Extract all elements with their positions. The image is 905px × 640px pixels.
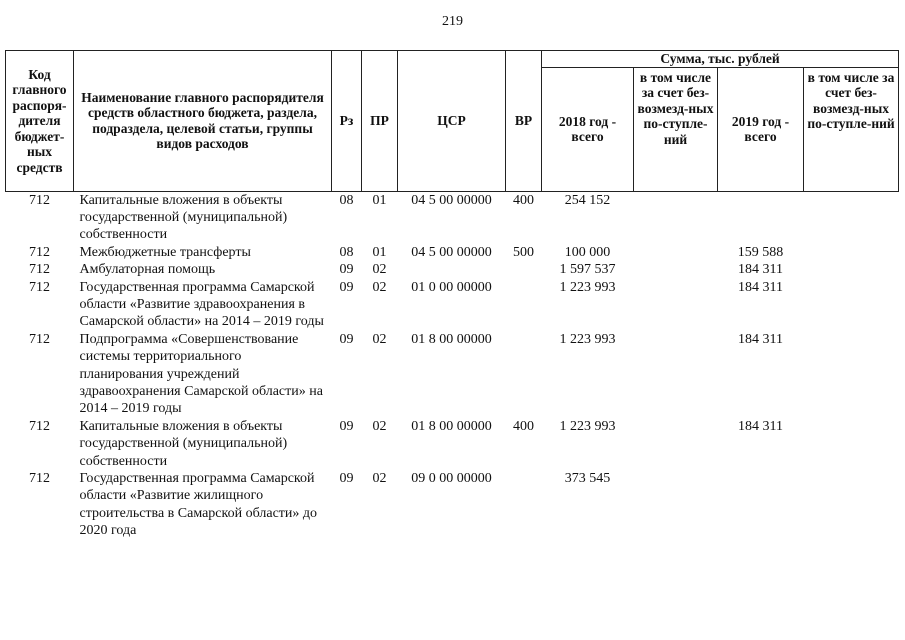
row-2018-free (634, 331, 718, 418)
table-body (6, 191, 899, 540)
header-2019: 2019 год - всего (718, 67, 804, 191)
row-2018-total: 1 223 993 (559, 331, 616, 347)
row-vr (506, 279, 542, 331)
row-code: 712 (29, 244, 50, 260)
row-pr: 02 (372, 262, 387, 278)
row-name: Государственная программа Самарской области «Развитие здравоохранения в Самарской области» на 2014 – 2019 годы (79, 279, 324, 330)
row-rz: 08 (339, 244, 354, 260)
row-2019-free (804, 261, 899, 278)
header-vr: ВР (506, 51, 542, 192)
row-2018-free (634, 470, 718, 540)
row-code: 712 (29, 418, 50, 434)
row-pr: 01 (372, 192, 387, 208)
row-2019-total (718, 470, 804, 540)
row-name: Капитальные вложения в объекты государственной (муниципальной) собственности (79, 418, 288, 469)
table-row (6, 418, 899, 470)
row-2018-free (634, 244, 718, 261)
table-row (6, 261, 899, 278)
row-2019-free (804, 331, 899, 418)
row-name: Капитальные вложения в объекты государственной (муниципальной) собственности (79, 192, 288, 243)
row-name: Подпрограмма «Совершенствование системы территориального планирования учреждений здравоохранения Самарской области» на 2014 – 2019 годы (79, 331, 323, 417)
row-name: Государственная программа Самарской области «Развитие жилищного строительства в Самарской области» до 2020 года (79, 471, 318, 539)
row-rz: 09 (339, 471, 354, 486)
row-code: 712 (29, 471, 50, 486)
header-name: Наименование главного распорядителя средств областного бюджета, раздела, подраздела, целевой статьи, группы видов расходов (74, 51, 332, 192)
header-sum-group: Сумма, тыс. рублей (542, 51, 899, 68)
row-vr (506, 261, 542, 278)
table-row (6, 244, 899, 261)
row-2018-free (634, 279, 718, 331)
header-pr: ПР (362, 51, 398, 192)
row-2019-total: 184 311 (738, 262, 783, 278)
row-csr: 04 5 00 00000 (411, 192, 492, 208)
row-2019-total: 184 311 (738, 331, 783, 347)
row-2018-free (634, 418, 718, 470)
row-pr: 01 (372, 244, 387, 260)
page-number: 219 (442, 14, 463, 29)
row-csr: 01 8 00 00000 (411, 418, 492, 434)
table-row (6, 191, 899, 244)
table-header (6, 51, 899, 192)
row-csr: 04 5 00 00000 (411, 244, 492, 260)
header-rz: Рз (332, 51, 362, 192)
row-2018-total: 373 545 (564, 471, 611, 486)
row-2018-total: 100 000 (564, 244, 611, 260)
row-2019-free (804, 470, 899, 540)
row-2018-total: 1 223 993 (559, 279, 616, 295)
header-2018-incl: в том числе за счет без-возмезд-ных по-ступле-ний (634, 67, 718, 191)
row-name: Межбюджетные трансферты (79, 244, 251, 260)
budget-table (5, 50, 899, 540)
header-code: Код главного распоря-дителя бюджет-ных средств (6, 51, 74, 192)
table-row (6, 331, 899, 418)
row-code: 712 (29, 279, 50, 295)
row-csr: 01 8 00 00000 (411, 331, 492, 347)
row-pr: 02 (372, 418, 387, 434)
table-row (6, 279, 899, 331)
row-2018-total: 254 152 (564, 192, 611, 208)
row-csr: 01 0 00 00000 (411, 279, 492, 295)
row-rz: 09 (339, 262, 354, 278)
header-2019-incl: в том числе за счет без-возмезд-ных по-ступле-ний (804, 67, 899, 191)
header-csr: ЦСР (398, 51, 506, 192)
header-2018: 2018 год - всего (542, 67, 634, 191)
row-code: 712 (29, 331, 50, 347)
row-2018-free (634, 191, 718, 244)
row-2018-free (634, 261, 718, 278)
row-2019-free (804, 279, 899, 331)
row-rz: 09 (339, 279, 354, 295)
row-vr: 500 (513, 244, 534, 260)
row-2019-free (804, 418, 899, 470)
row-vr: 400 (513, 418, 534, 434)
row-csr (398, 261, 506, 278)
row-vr (506, 470, 542, 540)
row-code: 712 (29, 192, 50, 208)
table-row (6, 470, 899, 540)
row-2019-total: 159 588 (737, 244, 784, 260)
row-pr: 02 (372, 331, 387, 347)
row-csr: 09 0 00 00000 (411, 471, 492, 486)
row-vr: 400 (513, 192, 534, 208)
row-2019-free (804, 244, 899, 261)
row-2018-total: 1 597 537 (559, 262, 616, 278)
row-pr: 02 (372, 471, 387, 486)
row-2019-total: 184 311 (738, 279, 783, 295)
row-name: Амбулаторная помощь (79, 262, 216, 278)
row-rz: 09 (339, 331, 354, 347)
row-2018-total: 1 223 993 (559, 418, 616, 434)
row-vr (506, 331, 542, 418)
row-code: 712 (29, 262, 50, 278)
row-pr: 02 (372, 279, 387, 295)
row-2019-total (718, 191, 804, 244)
row-rz: 09 (339, 418, 354, 434)
row-2019-free (804, 191, 899, 244)
row-2019-total: 184 311 (738, 418, 783, 434)
row-rz: 08 (339, 192, 354, 208)
